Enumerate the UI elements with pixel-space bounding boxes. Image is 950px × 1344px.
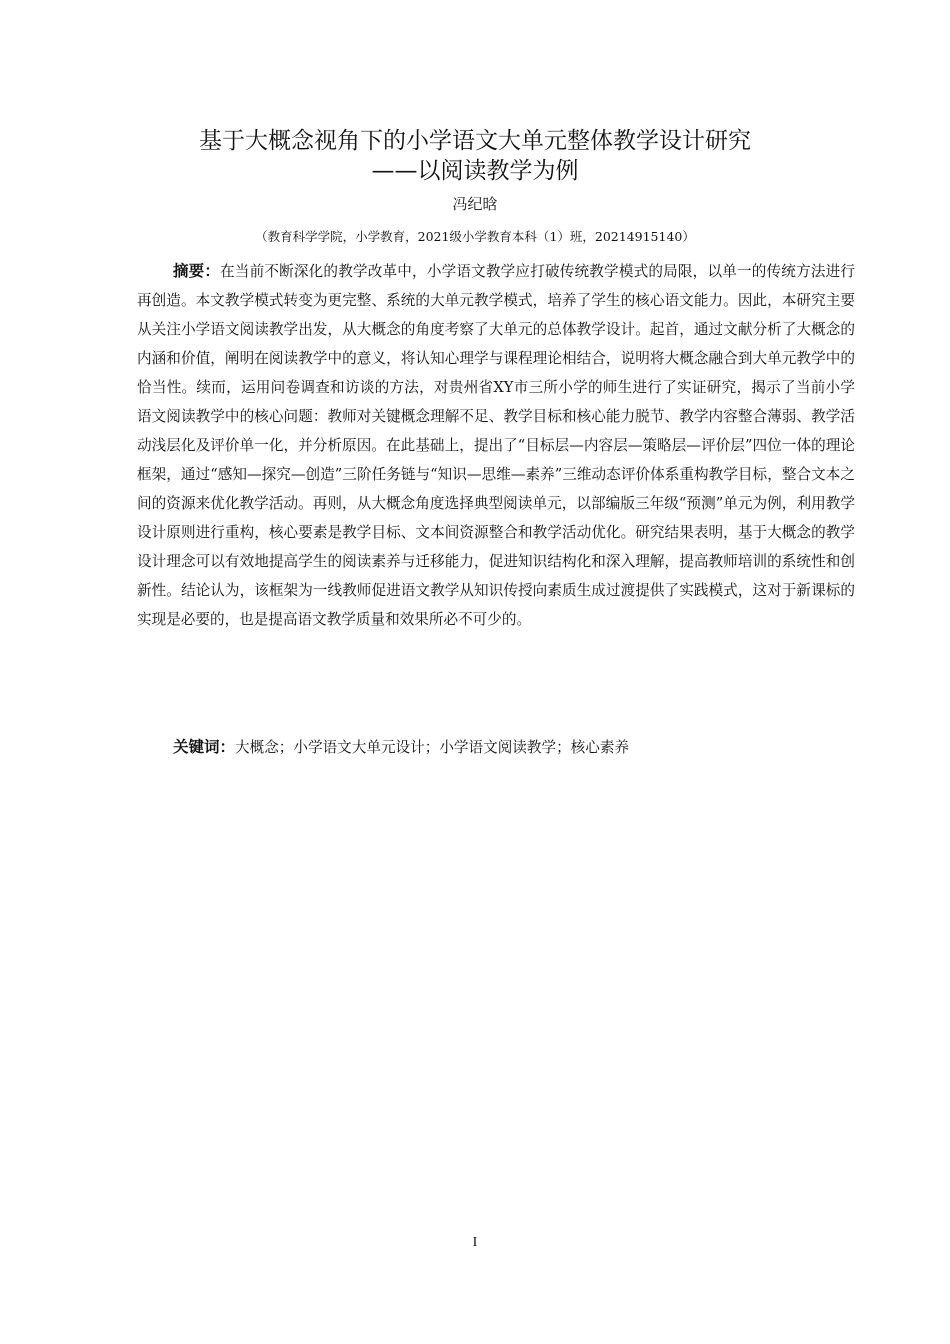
abstract-text: 在当前不断深化的教学改革中，小学语文教学应打破传统教学模式的局限，以单一的传统方法进行再创造。本文教学模式转变为更完整、系统的大单元教学模式，培养了学生的核心语文能力。因此，本研究主要从关注小学语文阅读教学出发，从大概念的角度考察了大单元的总体教学设计。起首，通过文献分析了大概念的内涵和价值，阐明在阅读教学中的意义，将认知心理学与课程理论相结合，说明将大概念融合到大单元教学中的恰当性。续而，运用问卷调查和访谈的方法，对贵州省XY市三所小学的师生进行了实证研究，揭示了当前小学语文阅读教学中的核心问题：教师对关键概念理解不足、教学目标和核心能力脱节、教学内容整合薄弱、教学活动浅层化及评价单一化，并分析原因。在此基础上，提出了“目标层—内容层—策略层—评价层”四位一体的理论框架，通过“感知—探究—创造”三阶任务链与“知识—思维—素养”三维动态评价体系重构教学目标，整合文本之间的资源来优化教学活动。再则，从大概念角度选择典型阅读单元，以部编版三年级“预测”单元为例，利用教学设计原则进行重构，核心要素是教学目标、文本间资源整合和教学活动优化。研究结果表明，基于大概念的教学设计理念可以有效地提高学生的阅读素养与迁移能力，促进知识结构化和深入理解，提高教师培训的系统性和创新性。结论认为，该框架为一线教师促进语文教学从知识传授向素质生成过渡提供了实践模式，这对于新课标的实现是必要的，也是提高语文教学质量和效果所必不可少的。 <box>137 263 855 628</box>
paper-title: 基于大概念视角下的小学语文大单元整体教学设计研究 <box>199 128 751 154</box>
abstract-paragraph <box>137 257 855 634</box>
page-number: I <box>472 1235 478 1250</box>
author-name: 冯纪晗 <box>452 195 498 213</box>
keywords-paragraph <box>173 735 855 760</box>
abstract-label: 摘要： <box>173 262 221 280</box>
keywords-label: 关键词： <box>173 738 236 756</box>
author-affiliation: （教育科学学院，小学教育，2021级小学教育本科（1）班，20214915140） <box>255 229 695 244</box>
keywords-text: 大概念；小学语文大单元设计；小学语文阅读教学；核心素养 <box>235 739 630 756</box>
paper-subtitle: ——以阅读教学为例 <box>371 158 579 184</box>
